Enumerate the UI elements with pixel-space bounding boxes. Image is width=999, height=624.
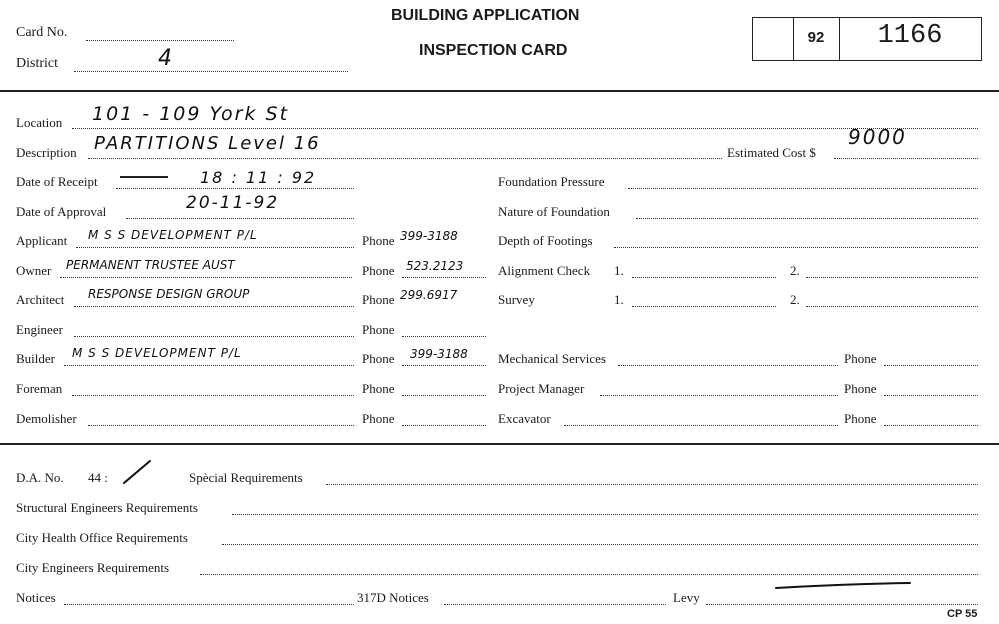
survey-1-label: 1. [614,292,624,307]
builder-phone-value: 399-3188 [410,347,468,361]
demolisher-phone-label: Phone [362,411,395,426]
structural-engineers-field[interactable] [232,514,978,515]
foundation-pressure-field[interactable] [628,188,978,189]
foreman-phone-field[interactable] [402,395,486,396]
estimated-cost-label: Estimated Cost $ [727,145,816,160]
district-value: 4 [158,46,174,71]
applicant-phone-value: 399-3188 [400,229,458,243]
title-line-2: INSPECTION CARD [419,42,568,59]
card-no-field[interactable] [86,40,234,41]
bottom-divider [0,443,999,445]
notices-317d-label: 317D Notices [357,590,429,605]
special-requirements-label: Spècial Requirements [189,470,303,485]
location-value: 101 - 109 York St [92,103,290,125]
owner-phone-value: 523.2123 [406,259,464,273]
nature-foundation-field[interactable] [636,218,978,219]
owner-value: PERMANENT TRUSTEE AUST [66,258,235,272]
owner-label: Owner [16,263,52,278]
architect-label: Architect [16,292,65,307]
builder-value: M S S DEVELOPMENT P/L [72,346,242,360]
description-label: Description [16,145,77,160]
excavator-phone-field[interactable] [884,425,978,426]
project-manager-phone-field[interactable] [884,395,978,396]
alignment-check-1-label: 1. [614,263,624,278]
card-number-box [752,17,982,61]
owner-field[interactable] [60,277,352,278]
project-manager-phone-label: Phone [844,381,877,396]
excavator-phone-label: Phone [844,411,877,426]
city-engineers-field[interactable] [200,574,978,575]
applicant-field[interactable] [76,247,354,248]
engineer-phone-label: Phone [362,322,395,337]
mechanical-phone-label: Phone [844,351,877,366]
builder-phone-field[interactable] [402,365,486,366]
survey-1-field[interactable] [632,306,776,307]
foreman-phone-label: Phone [362,381,395,396]
form-code: CP 55 [947,608,978,620]
architect-phone-label: Phone [362,292,395,307]
project-manager-field[interactable] [600,395,838,396]
city-health-field[interactable] [222,544,978,545]
survey-2-field[interactable] [806,306,978,307]
location-field[interactable] [72,128,978,129]
excavator-field[interactable] [564,425,838,426]
notices-317d-field[interactable] [444,604,666,605]
notices-label: Notices [16,590,56,605]
alignment-check-1-field[interactable] [632,277,776,278]
builder-phone-label: Phone [362,351,395,366]
special-requirements-field[interactable] [326,484,978,485]
alignment-check-2-label: 2. [790,263,800,278]
structural-engineers-label: Structural Engineers Requirements [16,500,198,515]
card-number: 1166 [877,21,943,51]
demolisher-field[interactable] [88,425,354,426]
mechanical-services-field[interactable] [618,365,838,366]
date-approval-field[interactable] [126,218,354,219]
project-manager-label: Project Manager [498,381,585,396]
da-no-label: D.A. No. [16,470,64,485]
survey-2-label: 2. [790,292,800,307]
city-health-label: City Health Office Requirements [16,530,188,545]
date-receipt-field[interactable] [116,188,354,189]
mechanical-services-label: Mechanical Services [498,351,606,366]
survey-label: Survey [498,292,535,307]
builder-label: Builder [16,351,55,366]
architect-value: RESPONSE DESIGN GROUP [88,287,250,301]
location-label: Location [16,115,63,130]
description-field[interactable] [88,158,722,159]
notices-field[interactable] [64,604,354,605]
engineer-phone-field[interactable] [402,336,486,337]
estimated-cost-field[interactable] [834,158,978,159]
engineer-field[interactable] [74,336,354,337]
date-approval-label: Date of Approval [16,204,107,219]
engineer-label: Engineer [16,322,63,337]
slash-mark [120,458,154,486]
date-receipt-value: 18 : 11 : 92 [200,168,317,187]
card-year: 92 [807,29,825,46]
alignment-check-2-field[interactable] [806,277,978,278]
foundation-pressure-label: Foundation Pressure [498,174,605,189]
owner-phone-label: Phone [362,263,395,278]
estimated-cost-value: 9000 [848,125,907,149]
foreman-field[interactable] [72,395,354,396]
excavator-label: Excavator [498,411,551,426]
architect-phone-value: 299.6917 [400,288,458,302]
applicant-value: M S S DEVELOPMENT P/L [88,228,258,242]
foreman-label: Foreman [16,381,63,396]
levy-dash-mark [774,580,914,592]
applicant-phone-label: Phone [362,233,395,248]
depth-footings-label: Depth of Footings [498,233,593,248]
builder-field[interactable] [64,365,354,366]
header-divider [0,90,999,92]
depth-footings-field[interactable] [614,247,978,248]
owner-phone-field[interactable] [402,277,486,278]
description-value: PARTITIONS Level 16 [94,133,321,154]
city-engineers-label: City Engineers Requirements [16,560,170,575]
struck-out-text [120,176,168,178]
mechanical-phone-field[interactable] [884,365,978,366]
district-label: District [16,56,58,71]
title-line-1: BUILDING APPLICATION [391,7,580,24]
applicant-label: Applicant [16,233,68,248]
nature-foundation-label: Nature of Foundation [498,204,610,219]
date-approval-value: 20-11-92 [186,193,280,213]
district-field[interactable] [74,71,348,72]
demolisher-label: Demolisher [16,411,77,426]
card-no-label: Card No. [16,25,68,40]
demolisher-phone-field[interactable] [402,425,486,426]
alignment-check-label: Alignment Check [498,263,591,278]
levy-field[interactable] [706,604,978,605]
da-no-value: 44 : [88,470,108,485]
architect-field[interactable] [74,306,354,307]
date-receipt-label: Date of Receipt [16,174,98,189]
levy-label: Levy [673,590,700,605]
